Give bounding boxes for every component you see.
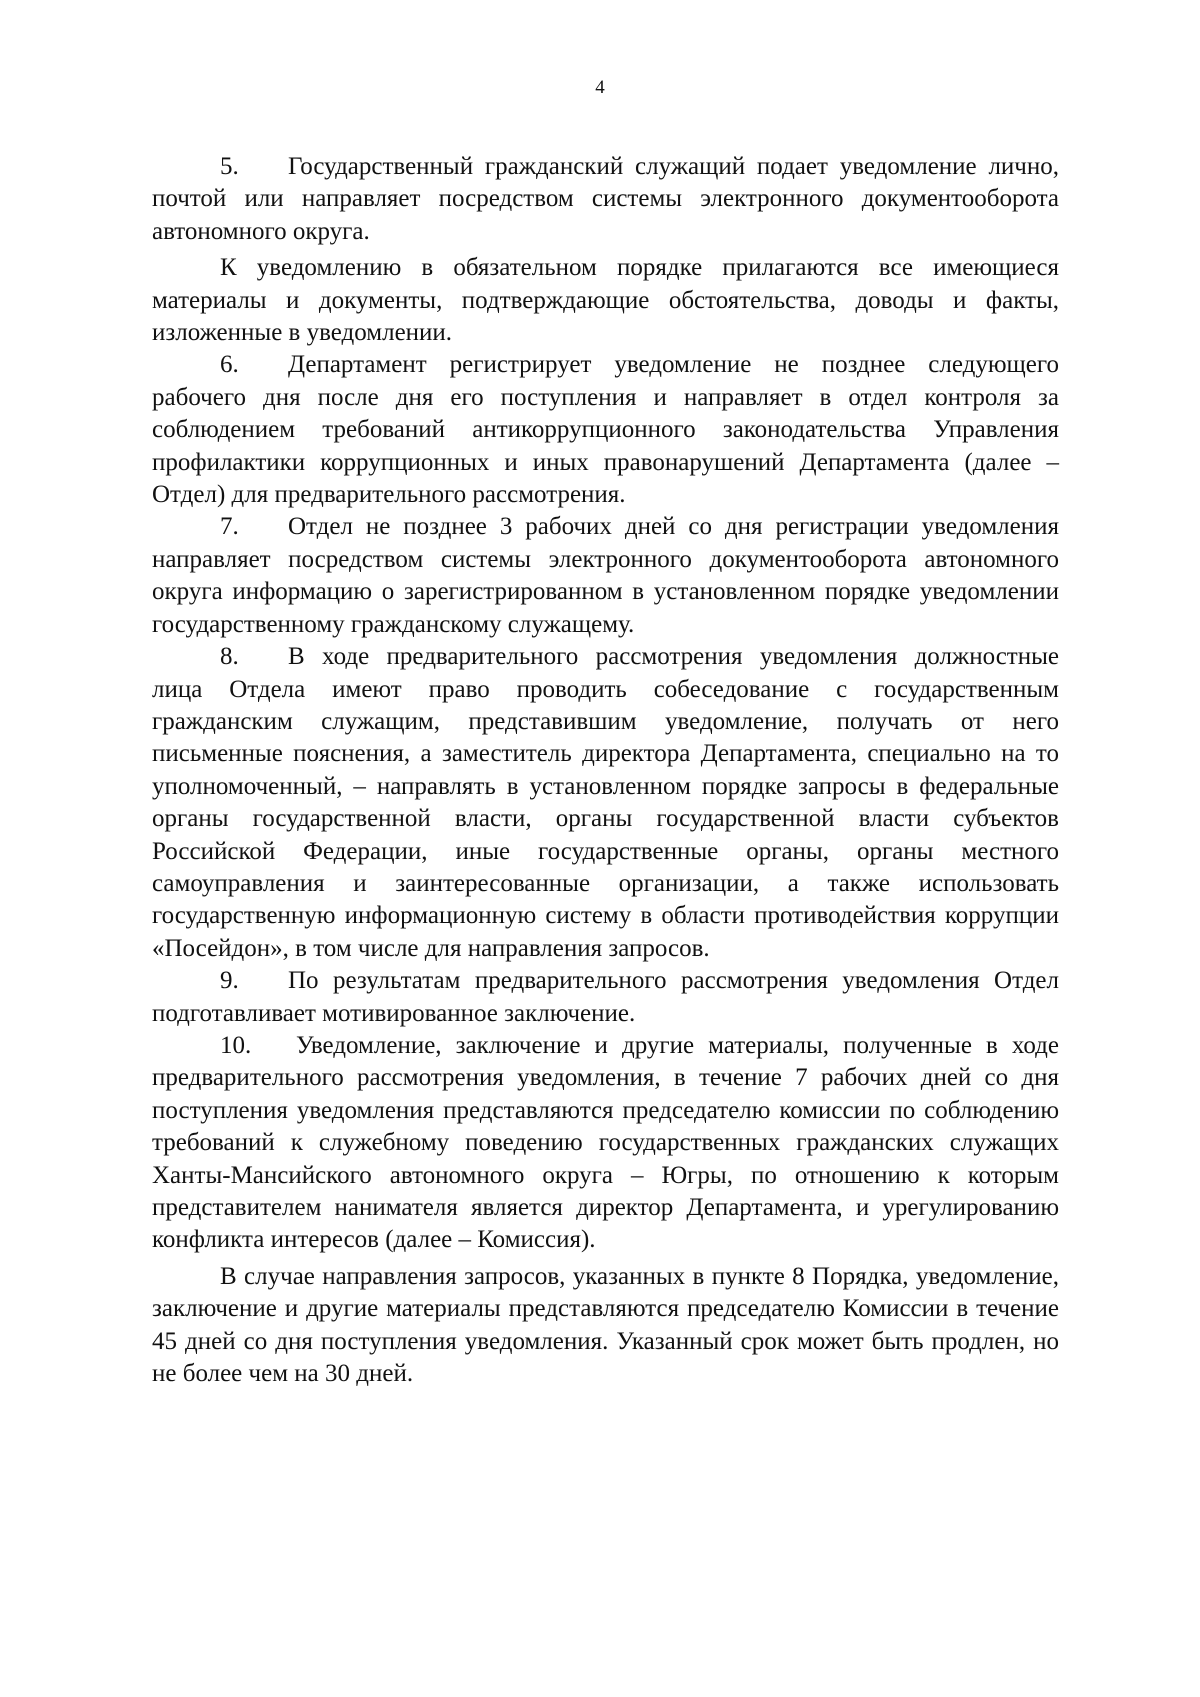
- paragraph-text: Отдел не позднее 3 рабочих дней со дня регистрации уведомления направляет посредством системы электронного документооборота автономного округа информацию о зарегистрированном в установленном порядке уведомлении государственному гражданскому служащему.: [152, 513, 1059, 638]
- paragraph-text: Уведомление, заключение и другие материалы, полученные в ходе предварительного рассмотрения уведомления, в течение 7 рабочих дней со дня поступления уведомления представляются председателю комиссии по соблюдению требований к служебному поведению государственных гражданских служащих Ханты-Мансийского автономного округа – Югры, по отношению к которым представителем нанимателя является директор Департамента, и урегулированию конфликта интересов (далее – Комиссия).: [152, 1031, 1059, 1254]
- paragraph-text: В ходе предварительного рассмотрения уведомления должностные лица Отдела имеют право проводить собеседование с государственным гражданским служащим, представившим уведомление, получать от него письменные пояснения, а заместитель директора Департамента, специально на то уполномоченный, – направлять в установленном порядке запросы в федеральные органы государственной власти, органы государственной власти субъектов Российской Федерации, иные государственные органы, органы местного самоуправления и заинтересованные организации, а также использовать государственную информационную систему в области противодействия коррупции «Посейдон», в том числе для направления запросов.: [152, 643, 1059, 962]
- paragraph-5: [152, 151, 1059, 248]
- paragraph-number: 7.: [220, 513, 239, 541]
- paragraph-number: 10.: [220, 1031, 252, 1059]
- paragraph-5-attachments: [152, 252, 1059, 349]
- paragraph-text: Департамент регистрирует уведомление не позднее следующего рабочего дня после дня его поступления и направляет в отдел контроля за соблюдением требований антикоррупционного законодательства Управления профилактики коррупционных и иных правонарушений Департамента (далее – Отдел) для предварительного рассмотрения.: [152, 351, 1059, 509]
- page-number: 4: [595, 77, 605, 98]
- paragraph-7: [152, 511, 1059, 641]
- paragraph-number: 5.: [220, 153, 239, 180]
- paragraph-text: По результатам предварительного рассмотрения уведомления Отдел подготавливает мотивированное заключение.: [152, 967, 1059, 1027]
- paragraph-9: [152, 965, 1059, 1030]
- paragraph-6: [152, 349, 1059, 511]
- document-body: [152, 151, 1059, 1390]
- paragraph-number: 6.: [220, 351, 239, 379]
- paragraph-text: К уведомлению в обязательном порядке прилагаются все имеющиеся материалы и документы, подтверждающие обстоятельства, доводы и факты, изложенные в уведомлении.: [152, 254, 1059, 347]
- paragraph-10-requests: [152, 1261, 1059, 1391]
- paragraph-10: [152, 1030, 1059, 1257]
- paragraph-number: 9.: [220, 967, 239, 995]
- paragraph-number: 8.: [220, 643, 239, 671]
- paragraph-text: Государственный гражданский служащий подает уведомление лично, почтой или направляет посредством системы электронного документооборота автономного округа.: [152, 153, 1059, 245]
- paragraph-8: [152, 641, 1059, 965]
- paragraph-text: В случае направления запросов, указанных в пункте 8 Порядка, уведомление, заключение и другие материалы представляются председателю Комиссии в течение 45 дней со дня поступления уведомления. Указанный срок может быть продлен, но не более чем на 30 дней.: [152, 1262, 1059, 1388]
